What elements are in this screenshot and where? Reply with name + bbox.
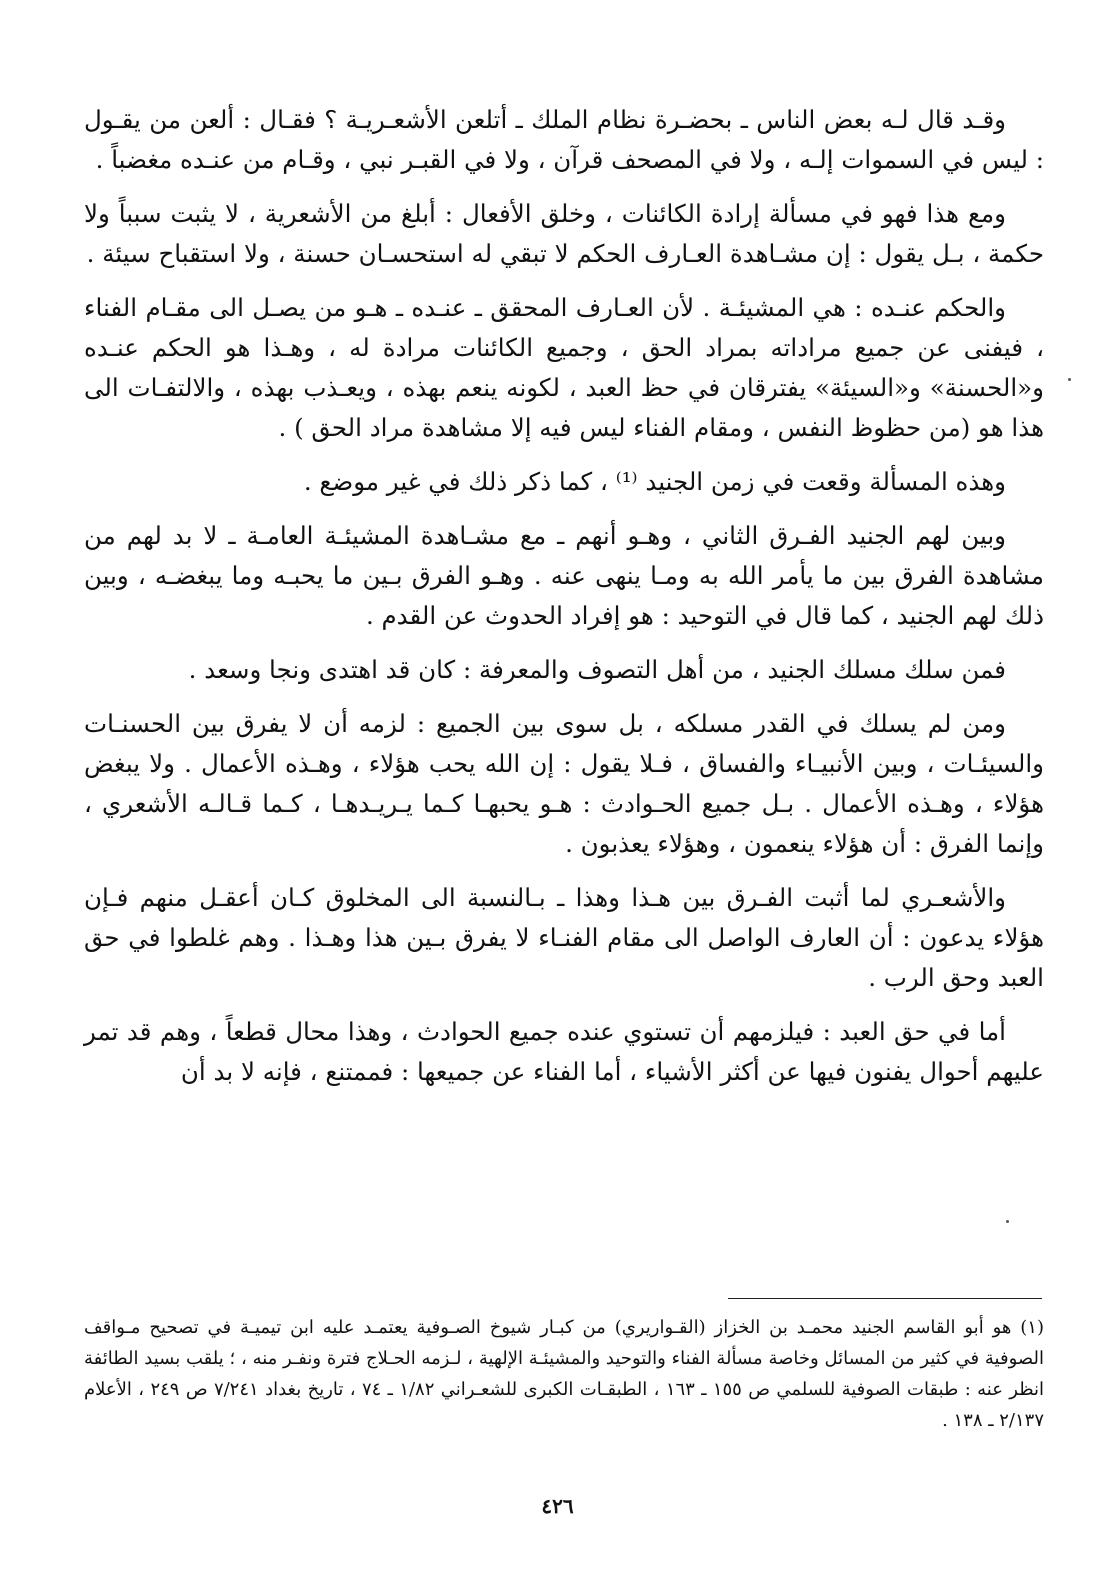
paragraph-3: والحكم عنـده : هي المشيئـة . لأن العـارف المحقق ـ عنـده ـ هـو من يصـل الى مقـام الفناء ، فيفنى عن جميع مراداته بمراد الحق ، وجميع الكائنات مرادة له ، وهـذا هو الحكم عنـده و«الحسنة» و«السيئة» يفترقان في حظ العبد ، لكونه ينعم بهذه ، ويعـذب بهذه ، والالتفـات الى هذا هو (من حظوظ النفس ، ومقام الفناء ليس فيه إلا مشاهدة مراد الحق ) .	[84, 293, 1044, 442]
paragraph-4: وهذه المسألة وقعت في زمن الجنيد ⁽¹⁾ ، كما ذكر ذلك في غير موضع .	[303, 467, 1006, 496]
paragraph-1: وقـد قال لـه بعض الناس ـ بحضـرة نظام الملك ـ أتلعن الأشعـريـة ؟ فقـال : ألعن من يقـول : ليس في السموات إلـه ، ولا في المصحف قرآن ، ولا في القبـر نبي ، وقـام من عنـده مغضباً .	[84, 105, 1044, 174]
paragraph-9: أما في حق العبد : فيلزمهم أن تستوي عنده جميع الحوادث ، وهذا محال قطعاً ، وهم قد تمر عليهم أحوال يفنون فيها عن أكثر الأشياء ، أما الفناء عن جميعها : فممتنع ، فإنه لا بد أن	[84, 1017, 1044, 1086]
footnote-1: (١) هو أبو القاسم الجنيد محمـد بن الخزاز (القـواريري) من كبـار شيوخ الصـوفية يعتمـد عليه ابن تيميـة في تصحيح مـواقف الصوفية في كثير من المسائل وخاصة مسألة الفناء والتوحيد والمشيئـة الإلهية ، لـزمه الحـلاج فترة ونفـر منه ، ؛ يلقب بسيد الطائفة انظر عنه : طبقات الصوفية للسلمي ص ١٥٥ ـ ١٦٣ ، الطبقـات الكبرى للشعـراني ١/٨٢ ـ ٧٤ ، تاريخ بغداد ٧/٢٤١ ص ٢٤٩ ، الأعلام ٢/١٣٧ ـ ١٣٨ .	[84, 1317, 1045, 1431]
page-number: ٤٢٦	[541, 1494, 574, 1518]
paragraph-6: فمن سلك مسلك الجنيد ، من أهل التصوف والمعرفة : كان قد اهتدى ونجا وسعد .	[188, 655, 1006, 684]
paragraph-5: وبين لهم الجنيد الفـرق الثاني ، وهـو أنهم ـ مع مشـاهدة المشيئـة العامـة ـ لا بد لهم من مشاهدة الفرق بين ما يأمر الله به ومـا ينهى عنه . وهـو الفرق بـين ما يحبـه وما يبغضـه ، وبين ذلك لهم الجنيد ، كما قال في التوحيد : هو إفراد الحدوث عن القدم .	[84, 521, 1044, 630]
scan-speck	[1006, 1220, 1009, 1223]
scan-speck	[1068, 378, 1071, 381]
footnote-divider	[728, 1298, 1042, 1299]
paragraph-7: ومن لم يسلك في القدر مسلكه ، بل سوى بين الجميع : لزمه أن لا يفرق بين الحسنـات والسيئـات ، وبين الأنبيـاء والفساق ، فـلا يقول : إن الله يحب هؤلاء ، وهـذه الأعمال . ولا يبغض هؤلاء ، وهـذه الأعمال . بـل جميع الحـوادث : هـو يحبهـا كـما يـريـدهـا ، كـما قـالـه الأشعري ، وإنما الفرق : أن هؤلاء ينعمون ، وهؤلاء يعذبون .	[84, 709, 1044, 858]
main-text-block	[84, 100, 1044, 1102]
footnotes-block	[84, 1312, 1044, 1436]
paragraph-2: ومع هذا فهو في مسألة إرادة الكائنات ، وخلق الأفعال : أبلغ من الأشعرية ، لا يثبت سبباً ولا حكمة ، بـل يقول : إن مشـاهدة العـارف الحكم لا تبقي له استحسـان حسنة ، ولا استقباح سيئة .	[84, 199, 1044, 268]
paragraph-8: والأشعـري لما أثبت الفـرق بين هـذا وهذا ـ بـالنسبة الى المخلوق كـان أعقـل منهم فـإن هؤلاء يدعون : أن العارف الواصل الى مقام الفنـاء لا يفرق بـين هذا وهـذا . وهم غلطوا في حق العبد وحق الرب .	[84, 883, 1044, 992]
